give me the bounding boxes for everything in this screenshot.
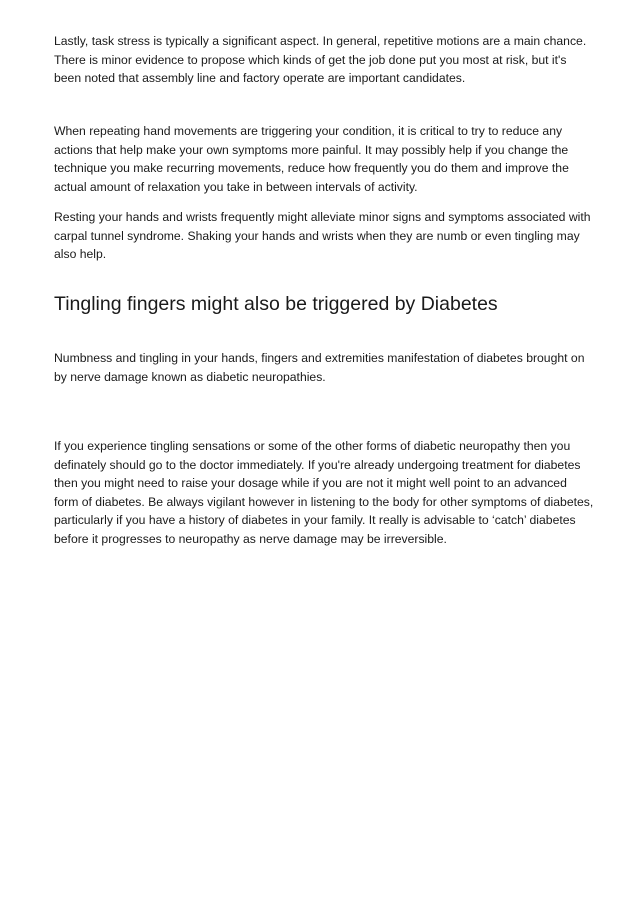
paragraph-repeating-movements: When repeating hand movements are triggering your condition, it is critical to try to reduce any actions that help make your own symptoms more painful. It may possibly help if you change the technique you make recurring movements, reduce how frequently you do them and improve the actual amount of relaxation you take in between intervals of activity. xyxy=(54,124,569,194)
paragraph-numbness-diabetes: Numbness and tingling in your hands, fingers and extremities manifestation of diabetes brought on by nerve damage known as diabetic neuropathies. xyxy=(54,351,585,384)
paragraph-task-stress: Lastly, task stress is typically a significant aspect. In general, repetitive motions are a main chance. There is minor evidence to propose which kinds of get the job done put you most at risk, but it's been noted that assembly line and factory operate are important candidates. xyxy=(54,34,587,86)
paragraph-resting-hands: Resting your hands and wrists frequently might alleviate minor signs and symptoms associated with carpal tunnel syndrome. Shaking your hands and wrists when they are numb or even tingling may also help. xyxy=(54,210,591,262)
section-heading: Tingling fingers might also be triggered by Diabetes xyxy=(54,293,498,315)
paragraph-diabetic-neuropathy: If you experience tingling sensations or some of the other forms of diabetic neuropathy then you definately should go to the doctor immediately. If you're already undergoing treatment for diabetes then you might need to raise your dosage while if you are not it might well point to an advanced form of diabetes. Be always vigilant however in listening to the body for other symptoms of diabetes, particularly if you have a history of diabetes in your family. It really is advisable to ‘catch’ diabetes before it progresses to neuropathy as nerve damage may be irreversible. xyxy=(54,439,594,546)
